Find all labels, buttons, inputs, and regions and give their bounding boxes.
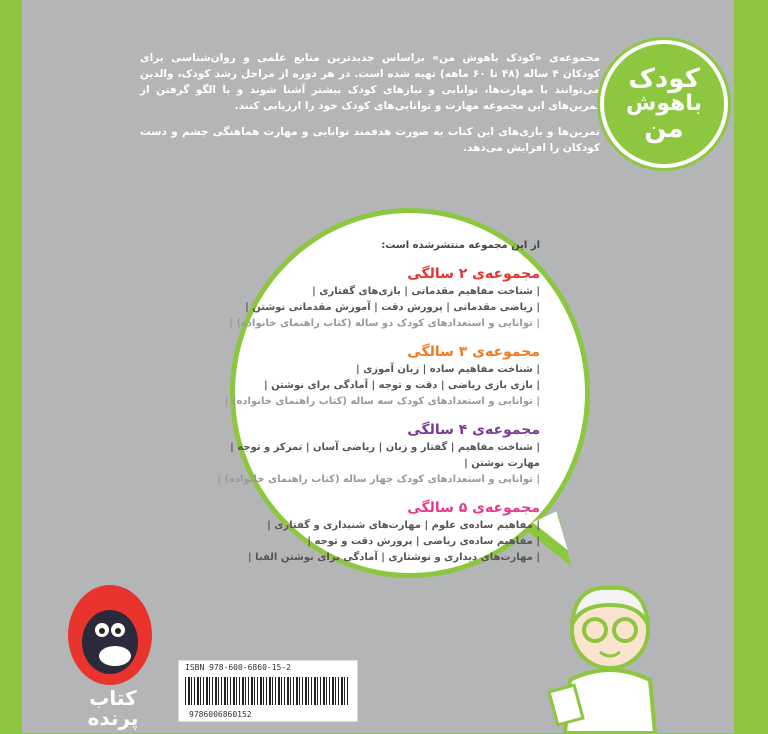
series-line: | مفاهیم ساده‌ی علوم | مهارت‌های شنیداری و گفتاری | (267, 520, 540, 531)
series-line: | شناخت مفاهیم ساده | زبان آموزی | (355, 364, 540, 375)
series-line: | ریاضی مقدماتی | پرورش دقت | آموزش مقدماتی نوشتن | (245, 302, 540, 313)
series-2-years (200, 264, 540, 332)
series-guide: | توانایی و استعدادهای کودک چهار ساله (کتاب راهنمای خانواده) | (217, 474, 540, 485)
series-title: مجموعه‌ی ۳ سالگی (407, 344, 540, 360)
barcode-number: 9786006860152 (189, 710, 252, 719)
doctor-illustration (545, 570, 675, 733)
publisher-logo (60, 580, 170, 730)
series-line: | مهارت‌های دیداری و نوشتاری | آمادگی برای نوشتن الفبا | (248, 552, 540, 563)
series-3-years (200, 342, 540, 410)
series-guide: | توانایی و استعدادهای کودک سه ساله (کتاب راهنمای خانواده) | (224, 396, 540, 407)
logo-line-2: باهوش (626, 91, 702, 116)
series-title: مجموعه‌ی ۵ سالگی (407, 500, 540, 516)
intro-text (140, 50, 600, 166)
series-guide: | توانایی و استعدادهای کودک دو ساله (کتاب راهنمای خانواده) | (229, 318, 540, 329)
series-title: مجموعه‌ی ۴ سالگی (407, 422, 540, 438)
logo-line-3: من (644, 114, 684, 144)
series-line: | بازی بازی ریاضی | دقت و توجه | آمادگی برای نوشتن | (263, 380, 540, 391)
published-heading: از این مجموعه منتشرشده است: (381, 240, 540, 251)
series-logo (600, 40, 728, 168)
barcode (178, 660, 358, 722)
right-border (734, 0, 768, 733)
series-list (200, 238, 540, 576)
series-5-years (200, 498, 540, 566)
logo-line-1: کودک (628, 64, 700, 94)
series-line: | شناخت مفاهیم | گفتار و زبان | ریاضی آسان | تمرکز و توجه | مهارت نوشتن | (230, 442, 540, 469)
barcode-bars (185, 677, 349, 705)
isbn-text: ISBN 978-600-6860-15-2 (185, 663, 291, 672)
left-border (0, 0, 22, 733)
series-line: | شناخت مفاهیم مقدماتی | بازی‌های گفتاری | (312, 286, 540, 297)
series-4-years (200, 420, 540, 488)
intro-paragraph-1: مجموعه‌ی «کودک باهوش من» براساس جدیدترین منابع علمی و روان‌شناسی برای کودکان ۴ ساله (۴۸ تا ۶۰ ماهه) تهیه شده است. در هر دوره از مراحل رشد کودک، والدین می‌توانند با مهارت‌ها، توانایی و نیازهای کودک بیشتر آشنا شوند و با الگو گرفتن از تمرین‌های این مجموعه مهارت و توانایی‌های کودک خود را ارزیابی کنند. (140, 52, 600, 112)
publisher-name-line-2: پرنده (87, 706, 139, 730)
series-line: | مفاهیم ساده‌ی ریاضی | پرورش دقت و توجه | (307, 536, 540, 547)
intro-paragraph-2: تمرین‌ها و بازی‌های این کتاب به صورت هدفمند توانایی و مهارت هماهنگی چشم و دست کودکان را افزایش می‌دهد. (140, 126, 600, 154)
series-title: مجموعه‌ی ۲ سالگی (407, 266, 540, 282)
publisher-name-line-1: کتاب (89, 686, 137, 710)
